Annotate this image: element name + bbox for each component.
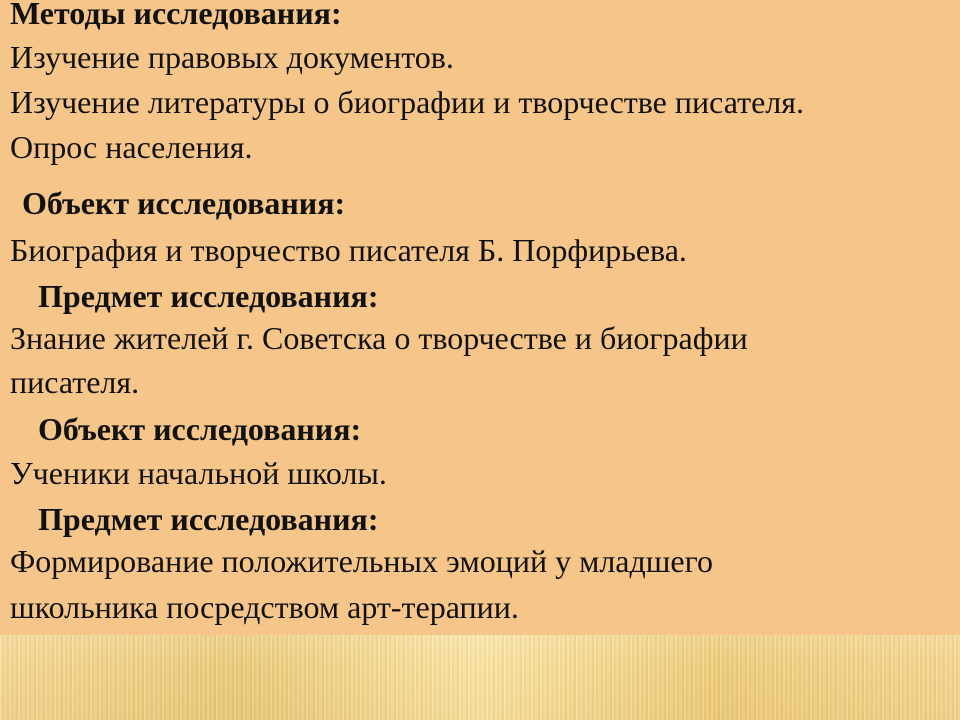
subject-1-text-line-2: писателя. xyxy=(10,364,140,400)
subject-2-text-line-1: Формирование положительных эмоций у младшего xyxy=(10,543,713,579)
decorative-bottom-band xyxy=(0,635,960,720)
methods-item-2: Изучение литературы о биографии и творчестве писателя. xyxy=(10,84,804,120)
subject-2-heading: Предмет исследования: xyxy=(38,501,379,537)
object-2-text: Ученики начальной школы. xyxy=(10,455,387,491)
object-1-text: Биография и творчество писателя Б. Порфирьева. xyxy=(10,232,687,268)
subject-1-text-line-1: Знание жителей г. Советска о творчестве и биографии xyxy=(10,320,748,356)
methods-item-1: Изучение правовых документов. xyxy=(10,39,454,75)
methods-heading: Методы исследования: xyxy=(10,0,342,31)
methods-item-3: Опрос населения. xyxy=(10,129,253,165)
subject-2-text-line-2: школьника посредством арт-терапии. xyxy=(10,589,519,625)
object-1-heading: Объект исследования: xyxy=(22,185,346,221)
object-2-heading: Объект исследования: xyxy=(38,411,362,447)
subject-1-heading: Предмет исследования: xyxy=(38,278,379,314)
